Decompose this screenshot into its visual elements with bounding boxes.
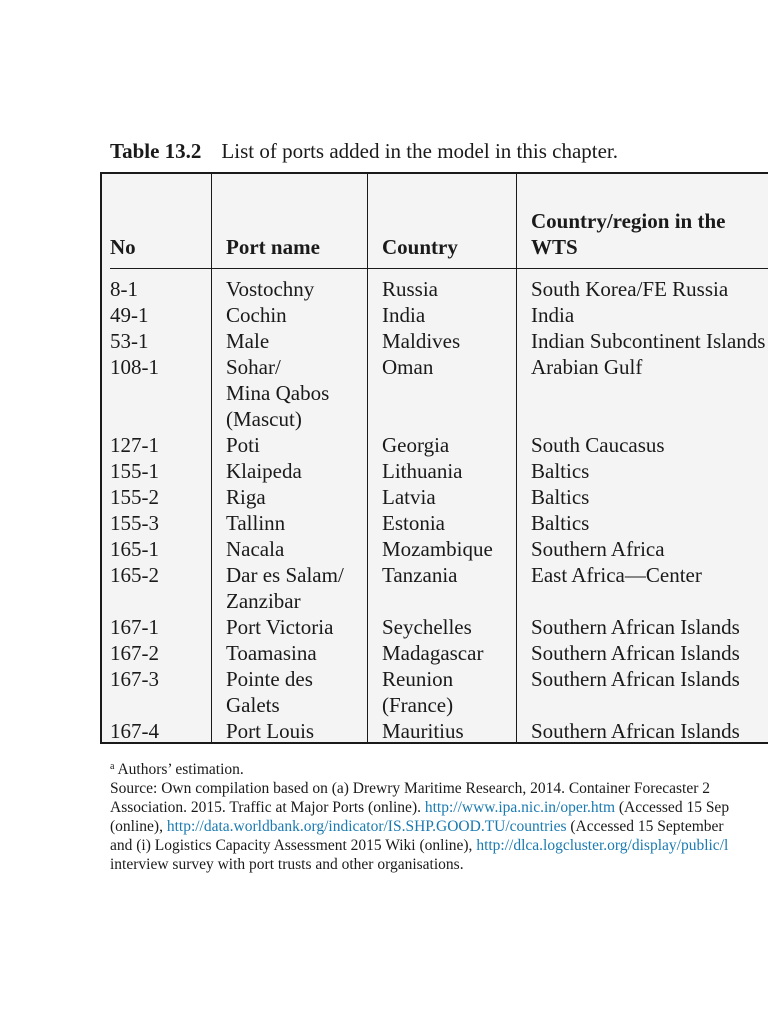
region: Southern African Islands [531, 719, 740, 743]
row-number: 108-1 [110, 355, 159, 379]
country: Mauritius [382, 719, 464, 743]
country: Georgia [382, 433, 450, 457]
header-no: No [110, 235, 136, 259]
row-number: 165-2 [110, 563, 159, 587]
source-line: (online), http://data.worldbank.org/indicator/IS.SHP.GOOD.TU/countries (Accessed 15 September [110, 818, 724, 835]
row-number: 155-2 [110, 485, 159, 509]
row-number: 127-1 [110, 433, 159, 457]
port-name: Pointe des [226, 667, 313, 691]
region: East Africa—Center [531, 563, 702, 587]
worldbank-link[interactable]: http://data.worldbank.org/indicator/IS.SHP.GOOD.TU/countries [166, 818, 567, 835]
table-number: Table 13.2 [110, 139, 202, 163]
region: Indian Subcontinent Islands [531, 329, 766, 353]
header-region: Country/region in the WTS [531, 209, 726, 259]
column-divider [516, 174, 517, 742]
region: Southern Africa [531, 537, 665, 561]
header-rule [110, 268, 768, 269]
port-name: Port Louis [226, 719, 315, 743]
country: Estonia [382, 511, 445, 535]
country: Latvia [382, 485, 436, 509]
country: Russia [382, 277, 439, 301]
country: Tanzania [382, 563, 458, 587]
region: Baltics [531, 459, 590, 483]
port-name: Vostochny [226, 277, 315, 301]
source-line: Association. 2015. Traffic at Major Ports (online). http://www.ipa.nic.in/oper.htm (Accessed 15 Sep [110, 799, 730, 816]
row-number: 167-3 [110, 667, 159, 691]
row-number: 8-1 [110, 277, 138, 301]
table-title: List of ports added in the model in this chapter. [221, 139, 619, 163]
port-name: Tallinn [226, 511, 286, 535]
footnote: $^a$ Authors’ estimation. [110, 761, 244, 778]
port-name: Toamasina [226, 641, 317, 665]
source-line: and (i) Logistics Capacity Assessment 2015 Wiki (online), http://dlca.logcluster.org/display/public/l [110, 837, 729, 854]
port-name: Galets [226, 693, 280, 717]
region: Southern African Islands [531, 641, 740, 665]
port-name: Port Victoria [226, 615, 334, 639]
ports-table [100, 172, 768, 744]
ipa-link[interactable]: http://www.ipa.nic.in/oper.htm [424, 799, 615, 816]
header-port-name: Port name [226, 235, 320, 259]
region: Southern African Islands [531, 667, 740, 691]
country: Mozambique [382, 537, 493, 561]
row-number: 155-3 [110, 511, 159, 535]
row-number: 165-1 [110, 537, 159, 561]
region: Southern African Islands [531, 615, 740, 639]
country: Reunion [382, 667, 454, 691]
row-number: 167-2 [110, 641, 159, 665]
region: Arabian Gulf [531, 355, 643, 379]
country: Seychelles [382, 615, 472, 639]
source-line: Source: Own compilation based on (a) Drewry Maritime Research, 2014. Container Forecaster 2 [110, 780, 711, 797]
column-divider [211, 174, 212, 742]
row-number: 167-1 [110, 615, 159, 639]
region: South Caucasus [531, 433, 665, 457]
port-name: (Mascut) [226, 407, 302, 431]
port-name: Sohar/ [226, 355, 281, 379]
port-name: Klaipeda [226, 459, 302, 483]
port-name: Nacala [226, 537, 285, 561]
port-name: Dar es Salam/ [226, 563, 344, 587]
header-country: Country [382, 235, 458, 259]
region: India [531, 303, 575, 327]
logcluster-link[interactable]: http://dlca.logcluster.org/display/public/l [476, 837, 729, 854]
row-number: 167-4 [110, 719, 159, 743]
country: India [382, 303, 426, 327]
country: Maldives [382, 329, 461, 353]
region: Baltics [531, 485, 590, 509]
port-name: Cochin [226, 303, 287, 327]
country: (France) [382, 693, 454, 717]
port-name: Male [226, 329, 270, 353]
source-line: interview survey with port trusts and other organisations. [110, 856, 464, 873]
row-number: 53-1 [110, 329, 149, 353]
table-notes [110, 757, 768, 874]
region: Baltics [531, 511, 590, 535]
port-name: Riga [226, 485, 266, 509]
row-number: 155-1 [110, 459, 159, 483]
column-divider [367, 174, 368, 742]
port-name: Poti [226, 433, 260, 457]
country: Oman [382, 355, 434, 379]
table-caption [110, 139, 618, 164]
region: South Korea/FE Russia [531, 277, 729, 301]
port-name: Zanzibar [226, 589, 301, 613]
country: Madagascar [382, 641, 484, 665]
port-name: Mina Qabos [226, 381, 330, 405]
row-number: 49-1 [110, 303, 149, 327]
country: Lithuania [382, 459, 463, 483]
